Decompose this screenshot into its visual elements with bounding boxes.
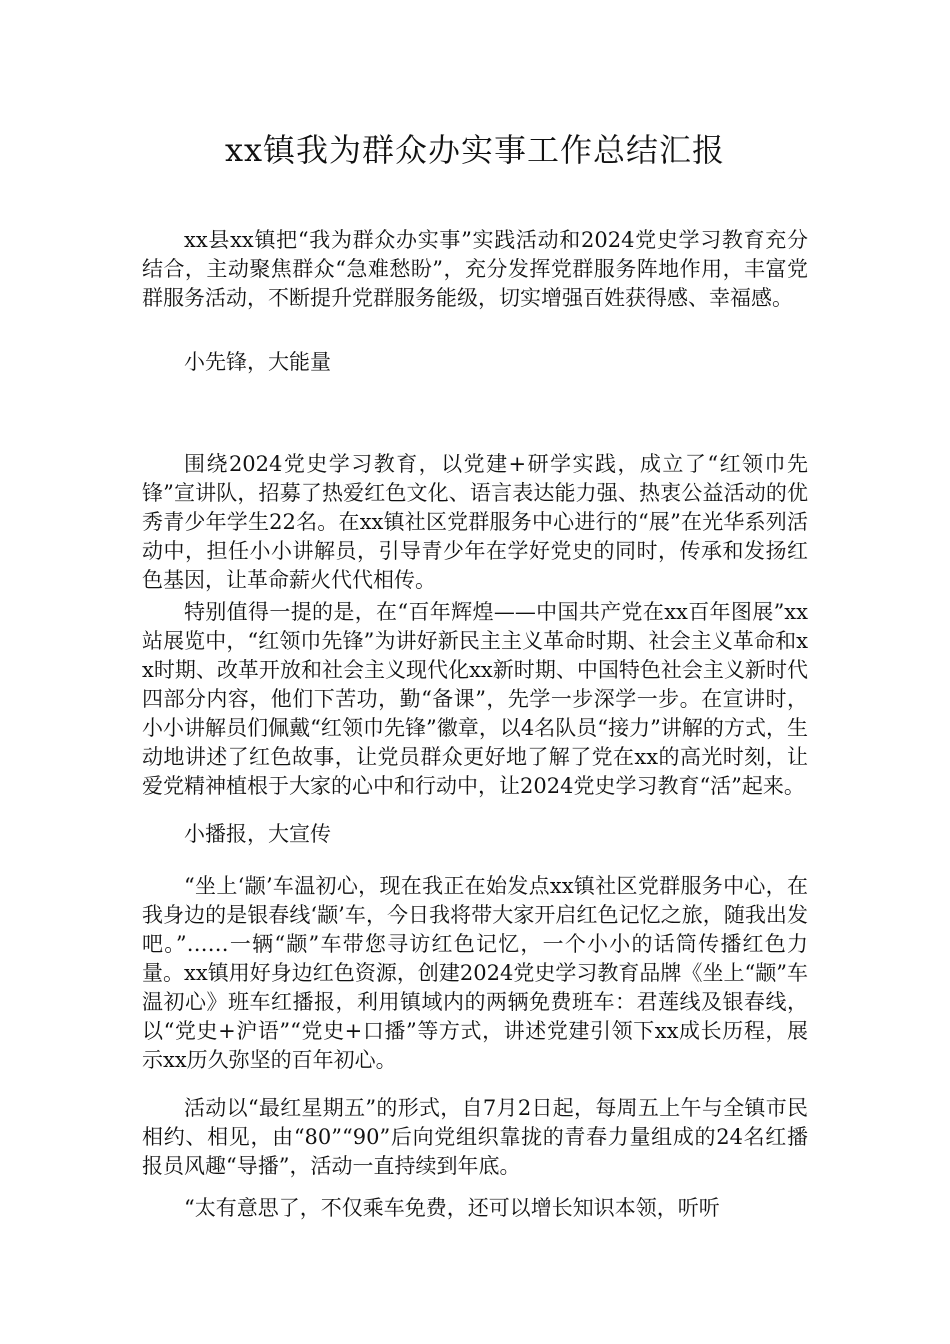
body-paragraph: 特别值得一提的是，在“百年辉煌——中国共产党在xx百年图展”xx站展览中，“红领巾先锋”为讲好新民主主义革命时期、社会主义革命和xx时期、改革开放和社会主义现代化xx新时期、中国特色社会主义新时代四部分内容，他们下苦功，勤“备课”，先学一步深学一步。在宣讲时，小小讲解员们佩戴“红领巾先锋”徽章，以4名队员“接力”讲解的方式，生动地讲述了红色故事，让党员群众更好地了解了党在xx的高光时刻，让爱党精神植根于大家的心中和行动中，让2024党史学习教育“活”起来。 xyxy=(142,600,808,798)
section-heading-pioneer: 小先锋，大能量 xyxy=(184,350,331,374)
body-paragraph: “坐上‘颛’车温初心，现在我正在始发点xx镇社区党群服务中心，在我身边的是银春线‘颛’车，今日我将带大家开启红色记忆之旅，随我出发吧。”……一辆“颛”车带您寻访红色记忆，一个小小的话筒传播红色力量。xx镇用好身边红色资源，创建2024党史学习教育品牌《坐上“颛”车温初心》班车红播报，利用镇域内的两辆免费班车：君莲线及银春线，以“党史+沪语”“党史+口播”等方式，讲述党建引领下xx成长历程，展示xx历久弥坚的百年初心。 xyxy=(142,874,808,1072)
body-paragraph: 活动以“最红星期五”的形式，自7月2日起，每周五上午与全镇市民相约、相见，由“80”“90”后向党组织靠拢的青春力量组成的24名红播报员风趣“导播”，活动一直持续到年底。 xyxy=(142,1096,808,1178)
body-paragraph: 围绕2024党史学习教育，以党建+研学实践，成立了“红领巾先锋”宣讲队，招募了热爱红色文化、语言表达能力强、热衷公益活动的优秀青少年学生22名。在xx镇社区党群服务中心进行的“展”在光华系列活动中，担任小小讲解员，引导青少年在学好党史的同时，传承和发扬红色基因，让革命薪火代代相传。 xyxy=(142,452,808,592)
body-paragraph: “太有意思了，不仅乘车免费，还可以增长知识本领，听听 xyxy=(184,1196,720,1220)
intro-paragraph: xx县xx镇把“我为群众办实事”实践活动和2024党史学习教育充分结合，主动聚焦群众“急难愁盼”，充分发挥党群服务阵地作用，丰富党群服务活动，不断提升党群服务能级，切实增强百姓获得感、幸福感。 xyxy=(142,228,808,310)
section-heading-broadcast: 小播报，大宣传 xyxy=(184,822,331,846)
document-title: xx镇我为群众办实事工作总结汇报 xyxy=(224,131,726,169)
